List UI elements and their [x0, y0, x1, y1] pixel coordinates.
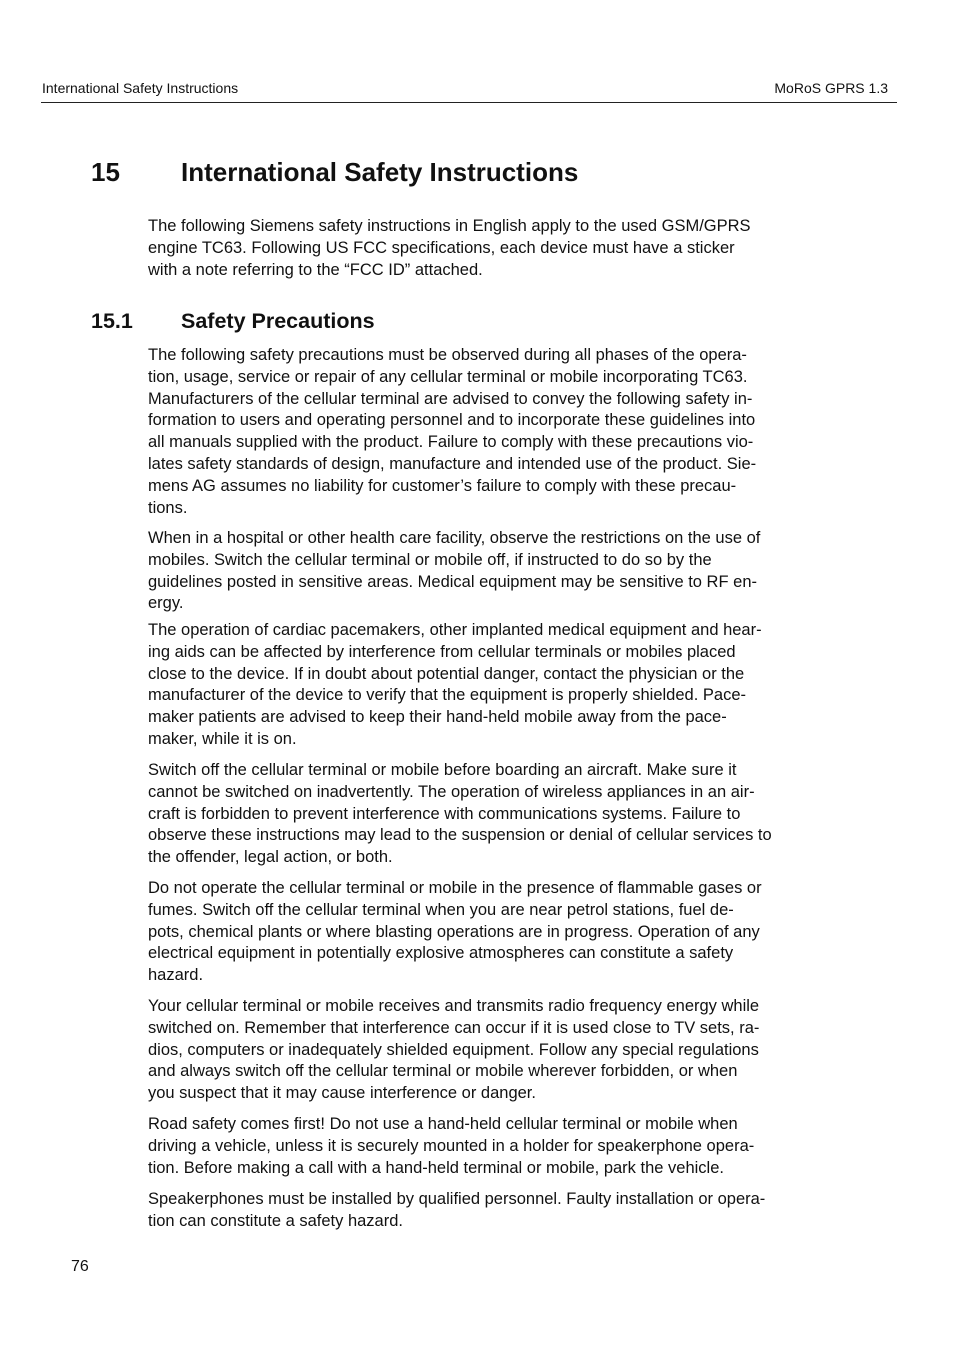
safety-paragraph-general — [148, 345, 864, 519]
text-line: craft is forbidden to prevent interference with communications systems. Failure to — [148, 804, 741, 823]
page-number: 76 — [71, 1258, 89, 1275]
safety-paragraph-hospital — [148, 528, 864, 615]
chapter-title: International Safety Instructions — [181, 157, 579, 187]
text-line: pots, chemical plants or where blasting operations are in progress. Operation of any — [148, 922, 760, 941]
text-line: The following safety precautions must be observed during all phases of the opera- — [148, 346, 747, 364]
text-line: The operation of cardiac pacemakers, other implanted medical equipment and hear- — [148, 621, 762, 639]
text-line: you suspect that it may cause interference or danger. — [148, 1084, 536, 1103]
chapter-number: 15 — [91, 157, 120, 187]
text-line: mens AG assumes no liability for customer’s failure to comply with these precau- — [148, 476, 737, 495]
text-line: maker, while it is on. — [148, 729, 297, 748]
text-line: Manufacturers of the cellular terminal are advised to convey the following safety in- — [148, 389, 753, 408]
text-line: all manuals supplied with the product. Failure to comply with these precautions vio- — [148, 433, 754, 452]
text-line: and always switch off the cellular terminal or mobile wherever forbidden, or when — [148, 1062, 738, 1081]
section-number: 15.1 — [91, 309, 133, 333]
safety-paragraph-aircraft — [148, 760, 864, 869]
running-header — [41, 78, 897, 103]
safety-paragraph-pacemakers — [148, 620, 864, 751]
safety-paragraph-interference — [148, 996, 864, 1105]
text-line: guidelines posted in sensitive areas. Medical equipment may be sensitive to RF en- — [148, 572, 757, 591]
text-line: Do not operate the cellular terminal or mobile in the presence of flammable gases or — [148, 879, 762, 897]
safety-paragraph-road-safety — [148, 1114, 864, 1179]
text-line: ergy. — [148, 594, 184, 613]
header-document-section: International Safety Instructions — [42, 80, 239, 96]
text-line: mobiles. Switch the cellular terminal or mobile off, if instructed to do so by the — [148, 550, 712, 569]
text-line: maker patients are advised to keep their hand-held mobile away from the pace- — [148, 708, 727, 727]
text-line: Speakerphones must be installed by qualified personnel. Faulty installation or opera- — [148, 1190, 766, 1208]
text-line: The following Siemens safety instructions in English apply to the used GSM/GPRS — [148, 217, 751, 235]
chapter-heading — [91, 154, 871, 190]
text-line: driving a vehicle, unless it is securely mounted in a holder for speakerphone opera- — [148, 1136, 755, 1155]
text-line: fumes. Switch off the cellular terminal when you are near petrol stations, fuel de- — [148, 900, 734, 919]
text-line: tions. — [148, 498, 188, 517]
text-line: ing aids can be affected by interference from cellular terminals or mobiles placed — [148, 642, 736, 661]
text-line: Road safety comes first! Do not use a hand-held cellular terminal or mobile when — [148, 1115, 738, 1133]
text-line: tion. Before making a call with a hand-held terminal or mobile, park the vehicle. — [148, 1158, 724, 1177]
header-product-name: MoRoS GPRS 1.3 — [774, 80, 888, 96]
text-line: the offender, legal action, or both. — [148, 848, 393, 867]
text-line: Your cellular terminal or mobile receives and transmits radio frequency energy while — [148, 997, 760, 1015]
safety-paragraph-flammable — [148, 878, 864, 987]
text-line: dios, computers or inadequately shielded equipment. Follow any special regulations — [148, 1040, 759, 1059]
text-line: observe these instructions may lead to the suspension or denial of cellular services to — [148, 826, 772, 845]
text-line: formation to users and operating personnel and to incorporate these guidelines into — [148, 411, 756, 430]
text-line: Switch off the cellular terminal or mobile before boarding an aircraft. Make sure it — [148, 761, 737, 779]
text-line: with a note referring to the “FCC ID” attached. — [148, 260, 483, 279]
text-line: close to the device. If in doubt about potential danger, contact the physician or the — [148, 664, 745, 683]
text-line: lates safety standards of design, manufacture and intended use of the product. Sie- — [148, 454, 757, 473]
text-line: cannot be switched on inadvertently. The operation of wireless appliances in an air- — [148, 782, 755, 801]
text-line: hazard. — [148, 966, 204, 985]
text-line: electrical equipment in potentially explosive atmospheres can constitute a safety — [148, 944, 734, 963]
chapter-intro-paragraph — [148, 216, 864, 281]
text-line: tion, usage, service or repair of any cellular terminal or mobile incorporating TC63. — [148, 367, 748, 386]
text-line: switched on. Remember that interference can occur if it is used close to TV sets, ra- — [148, 1018, 760, 1037]
text-line: manufacturer of the device to verify that the equipment is properly shielded. Pace- — [148, 686, 746, 705]
text-line: engine TC63. Following US FCC specifications, each device must have a sticker — [148, 238, 735, 257]
section-title: Safety Precautions — [181, 309, 375, 333]
section-heading — [91, 306, 871, 336]
safety-paragraph-speakerphones — [148, 1189, 864, 1233]
text-line: When in a hospital or other health care facility, observe the restrictions on the use of — [148, 529, 761, 547]
text-line: tion can constitute a safety hazard. — [148, 1211, 403, 1230]
